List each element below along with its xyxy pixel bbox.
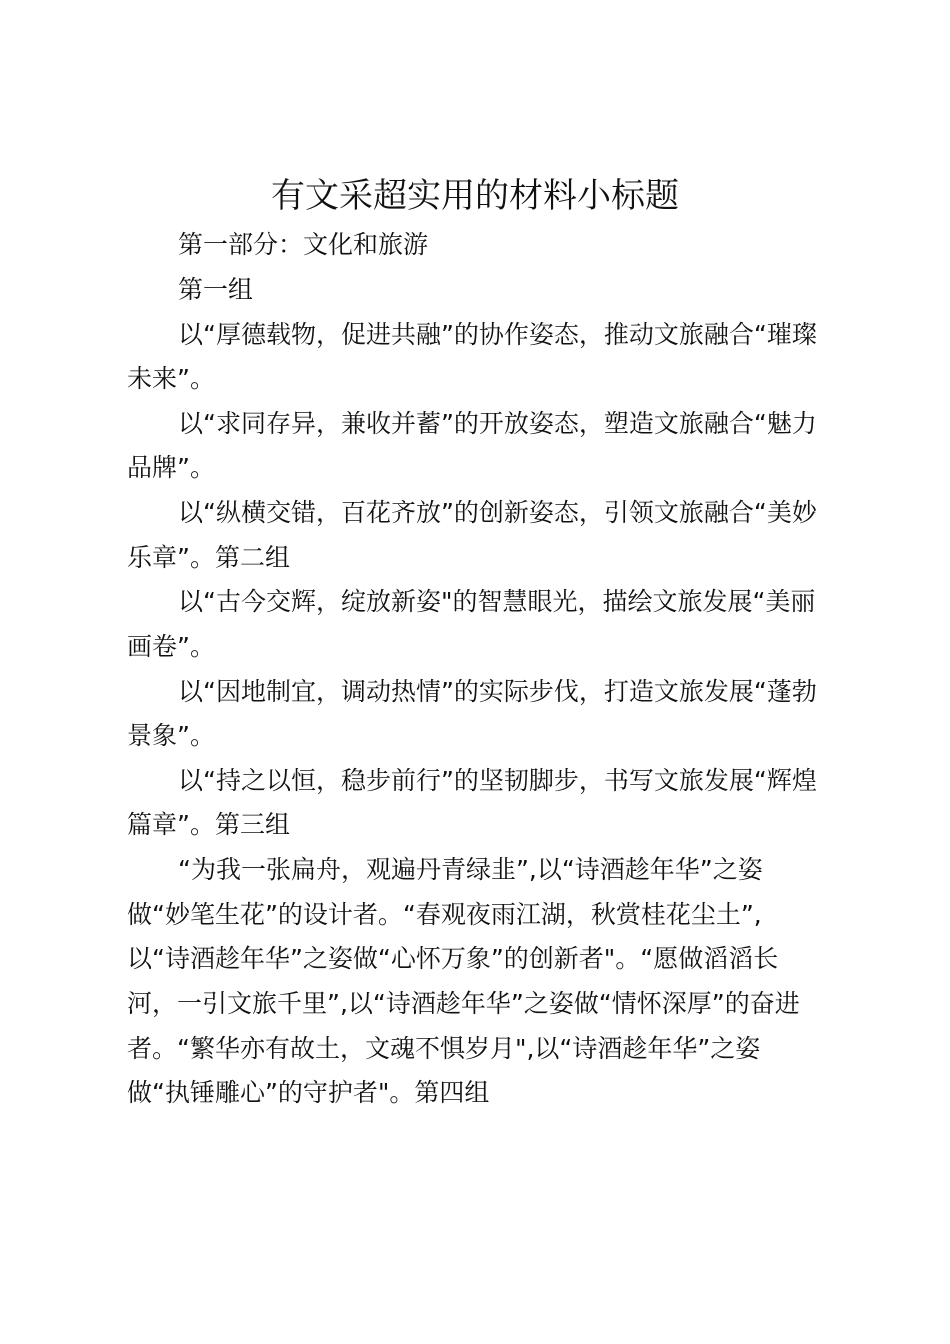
paragraph-line: 篇章”。第三组 <box>127 810 290 839</box>
paragraph-line: 以“古今交辉，绽放新姿"的智慧眼光，描绘文旅发展“美丽 <box>178 587 816 616</box>
section-heading: 第一部分：文化和旅游 <box>178 230 429 259</box>
paragraph-line: 以“诗酒趁年华”之姿做“心怀万象”的创新者"。“愿做滔滔长 <box>127 944 779 973</box>
paragraph-line: 以“因地制宜，调动热情”的实际步伐，打造文旅发展“蓬勃 <box>178 677 817 706</box>
paragraph-line: 以“持之以恒，稳步前行”的坚韧脚步，书写文旅发展“辉煌 <box>178 766 817 795</box>
paragraph-line: 画卷”。 <box>127 632 215 661</box>
paragraph-line: 做“执锤雕心”的守护者"。第四组 <box>127 1078 490 1107</box>
paragraph-line: 以“厚德载物，促进共融”的协作姿态，推动文旅融合“璀璨 <box>178 320 817 349</box>
paragraph-line: 以“求同存异，兼收并蓄”的开放姿态，塑造文旅融合“魅力 <box>178 409 817 438</box>
paragraph-line: 者。“繁华亦有故土，文魂不惧岁月",以“诗酒趁年华”之姿 <box>127 1034 761 1063</box>
paragraph-line: “为我一张扁舟，观遍丹青绿韭”,以“诗酒趁年华”之姿 <box>178 855 763 884</box>
paragraph-line: 品牌”。 <box>127 453 215 482</box>
group-heading: 第一组 <box>178 275 254 304</box>
paragraph-line: 乐章”。第二组 <box>127 543 290 572</box>
paragraph-line: 河，一引文旅千里”,以“诗酒趁年华”之姿做“情怀深厚”的奋进 <box>127 989 800 1018</box>
paragraph-line: 景象”。 <box>127 721 215 750</box>
paragraph-line: 以“纵横交错，百花齐放”的创新姿态，引领文旅融合“美妙 <box>178 498 817 527</box>
paragraph-line: 做“妙笔生花”的设计者。“春观夜雨江湖，秋赏桂花尘土”, <box>127 900 762 929</box>
document-title: 有文采超实用的材料小标题 <box>271 176 679 216</box>
paragraph-line: 未来”。 <box>127 364 215 393</box>
